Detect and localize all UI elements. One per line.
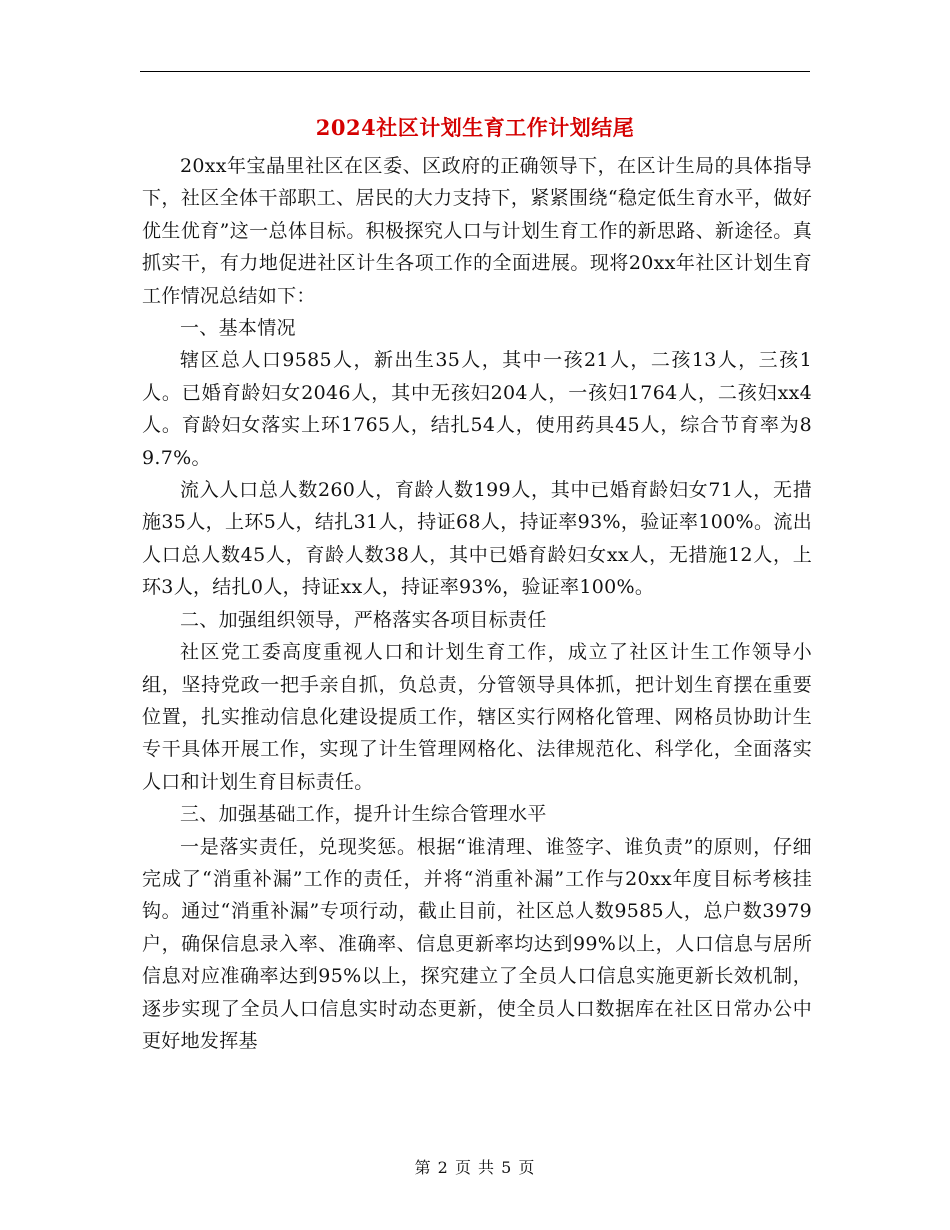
header-rule — [140, 71, 810, 72]
migrant-population-paragraph: 流入人口总人数260人，育龄人数199人，其中已婚育龄妇女71人，无措施35人，上环5人，结扎31人，持证68人，持证率93%，验证率100%。流出人口总人数45人，育龄人数38人，其中已婚育龄妇女xx人，无措施12人，上环3人，结扎0人，持证xx人，持证率93%，验证率100%。 — [142, 479, 812, 599]
section-heading-organization: 二、加强组织领导，严格落实各项目标责任 — [180, 608, 547, 631]
document-title: 2024社区计划生育工作计划结尾 — [315, 115, 635, 140]
population-paragraph: 辖区总人口9585人，新出生35人，其中一孩21人，二孩13人，三孩1人。已婚育龄妇女2046人，其中无孩妇204人，一孩妇1764人，二孩妇xx4人。育龄妇女落实上环1765人，结扎54人，使用药具45人，综合节育率为89.7%。 — [142, 349, 812, 469]
page-number: 第 2 页 共 5 页 — [414, 1158, 536, 1177]
section-heading-foundation: 三、加强基础工作，提升计生综合管理水平 — [180, 803, 547, 826]
section-heading-basic-situation: 一、基本情况 — [180, 317, 296, 340]
organization-paragraph: 社区党工委高度重视人口和计划生育工作，成立了社区计生工作领导小组，坚持党政一把手亲自抓，负总责，分管领导具体抓，把计划生育摆在重要位置，扎实推动信息化建设提质工作，辖区实行网格化管理、网格员协助计生专干具体开展工作，实现了计生管理网格化、法律规范化、科学化，全面落实人口和计划生育目标责任。 — [142, 641, 812, 793]
document-body — [142, 150, 812, 1057]
intro-paragraph: 20xx年宝晶里社区在区委、区政府的正确领导下，在区计生局的具体指导下，社区全体干部职工、居民的大力支持下，紧紧围绕“稳定低生育水平，做好优生优育”这一总体目标。积极探究人口与计划生育工作的新思路、新途径。真抓实干，有力地促进社区计生各项工作的全面进展。现将20xx年社区计划生育工作情况总结如下： — [142, 155, 812, 307]
responsibility-paragraph: 一是落实责任，兑现奖惩。根据“谁清理、谁签字、谁负责”的原则，仔细完成了“消重补漏”工作的责任，并将“消重补漏”工作与20xx年度目标考核挂钩。通过“消重补漏”专项行动，截止目前，社区总人数9585人，总户数3979户，确保信息录入率、准确率、信息更新率均达到99%以上，人口信息与居所信息对应准确率达到95%以上，探究建立了全员人口信息实施更新长效机制，逐步实现了全员人口信息实时动态更新，使全员人口数据库在社区日常办公中更好地发挥基 — [142, 835, 812, 1052]
